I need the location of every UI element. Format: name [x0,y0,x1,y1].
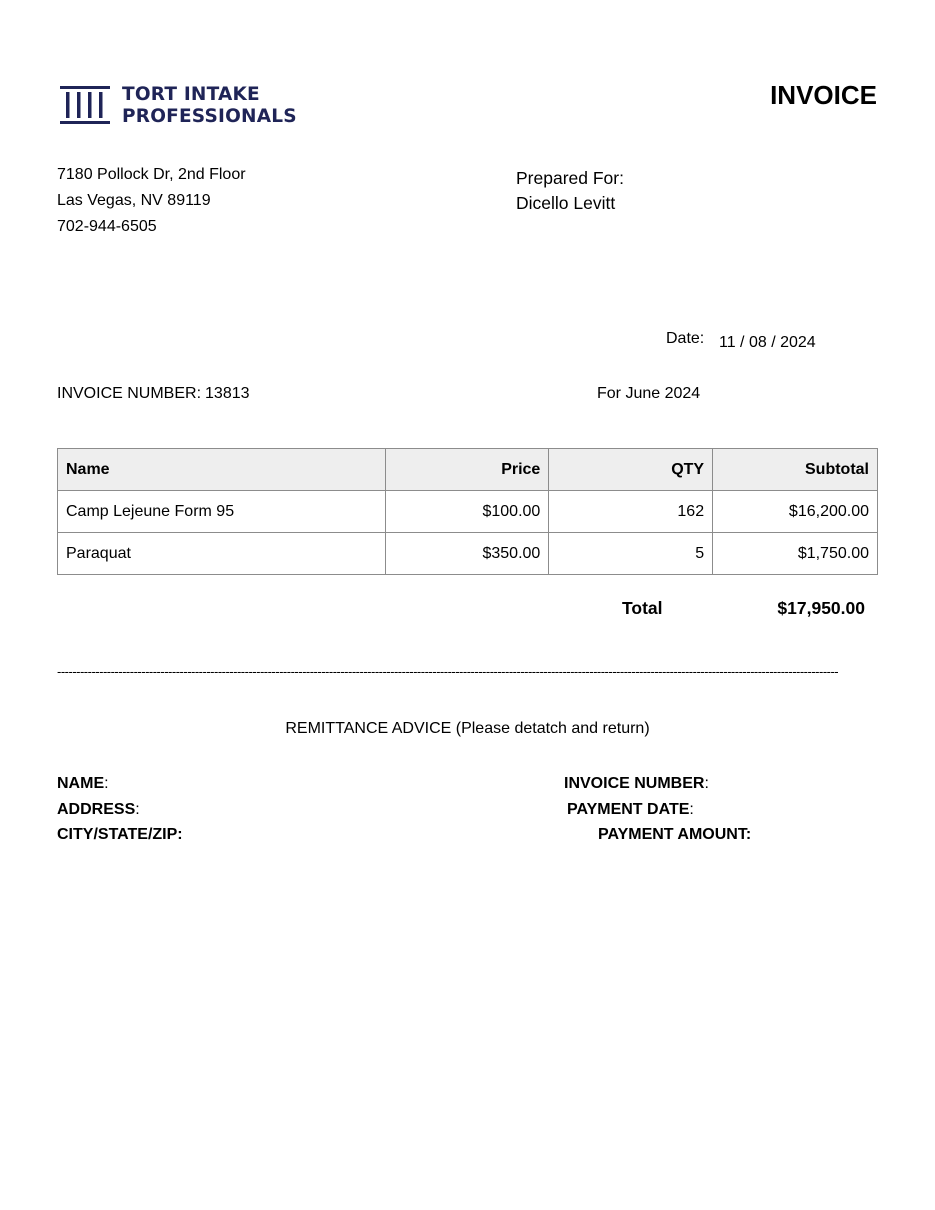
invoice-number [57,385,250,403]
remit-name-field [57,775,109,793]
header-price: Price [385,449,549,491]
remit-payment-date-field [567,801,694,819]
header-name: Name [58,449,386,491]
remit-address-field [57,801,140,819]
remit-city-label: CITY/STATE/ZIP: [57,826,183,843]
address-line-2: Las Vegas, NV 89119 [57,192,211,209]
header-qty: QTY [549,449,713,491]
remit-address-label: ADDRESS [57,801,136,818]
logo-text [122,84,297,128]
remit-invoice-number-label: INVOICE NUMBER [564,775,705,792]
company-phone: 702-944-6505 [57,218,157,235]
row-subtotal: $1,750.00 [713,533,878,575]
invoice-number-label: INVOICE NUMBER: [57,385,202,402]
address-line-1: 7180 Pollock Dr, 2nd Floor [57,166,246,183]
logo-line-2: PROFESSIONALS [122,106,297,127]
remit-payment-amount-label: PAYMENT AMOUNT: [598,826,752,843]
row-price: $100.00 [385,491,549,533]
prepared-for [516,168,624,218]
row-price: $350.00 [385,533,549,575]
company-address [57,165,246,243]
row-name: Camp Lejeune Form 95 [58,491,386,533]
remit-payment-amount-field [598,826,751,844]
date-label: Date: [666,330,705,347]
table-header-row [58,449,878,491]
date-value: 11 / 08 / 2024 [719,334,816,351]
remit-address-colon: : [135,801,140,818]
company-logo [60,84,310,128]
remittance-title: REMITTANCE ADVICE (Please detatch and return) [285,720,650,737]
invoice-number-value: 13813 [205,385,250,402]
total-label: Total [622,598,663,618]
logo-line-1: TORT INTAKE [122,84,260,105]
remit-invoice-number-field [564,775,709,793]
remit-name-colon: : [104,775,109,792]
columns-logo-icon [60,86,110,124]
prepared-for-label: Prepared For: [516,168,624,188]
table-row [58,533,878,575]
header-subtotal: Subtotal [713,449,878,491]
row-qty: 162 [549,491,713,533]
total-value: $17,950.00 [777,598,865,618]
detach-divider: ------------------------------------------------------------------------------------------------------------------------------------------------------------------------------------------------------------ [57,664,839,679]
table-row [58,491,878,533]
remit-invoice-number-colon: : [704,775,709,792]
remit-name-label: NAME [57,775,105,792]
row-qty: 5 [549,533,713,575]
row-name: Paraquat [58,533,386,575]
billing-period: For June 2024 [597,385,701,402]
remit-payment-date-colon: : [689,801,694,818]
remit-city-field [57,826,183,844]
client-name: Dicello Levitt [516,193,616,213]
row-subtotal: $16,200.00 [713,491,878,533]
remit-payment-date-label: PAYMENT DATE [567,801,690,818]
invoice-title: INVOICE [770,80,877,110]
line-items-table [57,448,878,575]
